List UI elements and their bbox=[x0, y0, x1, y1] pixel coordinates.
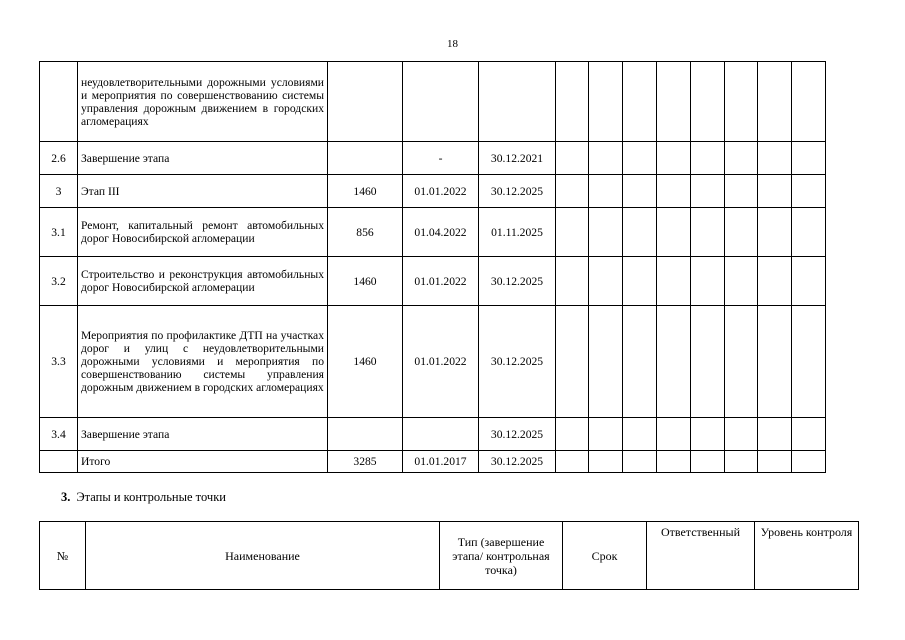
grid-cell bbox=[556, 62, 589, 142]
grid-cell bbox=[589, 62, 623, 142]
table-row bbox=[40, 418, 826, 451]
grid-cell bbox=[589, 142, 623, 175]
grid-cell bbox=[758, 175, 792, 208]
grid-cell bbox=[792, 306, 826, 418]
header-control: Уровень контроля bbox=[755, 522, 859, 590]
row-start-date: 01.01.2022 bbox=[403, 306, 479, 418]
row-name: неудовлетворительными дорожными условиями и мероприятия по совершенствованию системы управления дорожным движением в городских агломерациях bbox=[78, 62, 328, 142]
grid-cell bbox=[792, 418, 826, 451]
grid-cell bbox=[556, 208, 589, 257]
grid-cell bbox=[589, 208, 623, 257]
row-end-date: 30.12.2025 bbox=[479, 418, 556, 451]
row-number: 2.6 bbox=[40, 142, 78, 175]
row-name: Этап III bbox=[78, 175, 328, 208]
grid-cell bbox=[657, 175, 691, 208]
grid-cell bbox=[657, 451, 691, 473]
grid-cell bbox=[556, 257, 589, 306]
stages-table bbox=[39, 521, 859, 590]
grid-cell bbox=[691, 418, 725, 451]
row-start-date: 01.01.2017 bbox=[403, 451, 479, 473]
grid-cell bbox=[623, 142, 657, 175]
grid-cell bbox=[792, 175, 826, 208]
grid-cell bbox=[792, 208, 826, 257]
grid-cell bbox=[623, 418, 657, 451]
grid-cell bbox=[691, 208, 725, 257]
grid-cell bbox=[623, 451, 657, 473]
row-amount bbox=[328, 62, 403, 142]
row-end-date: 30.12.2025 bbox=[479, 306, 556, 418]
grid-cell bbox=[691, 451, 725, 473]
grid-cell bbox=[758, 451, 792, 473]
row-number: 3 bbox=[40, 175, 78, 208]
table-row bbox=[40, 142, 826, 175]
header-term: Срок bbox=[563, 522, 647, 590]
plan-table bbox=[39, 61, 826, 473]
row-start-date bbox=[403, 62, 479, 142]
page-number: 18 bbox=[447, 38, 458, 50]
table-row bbox=[40, 306, 826, 418]
grid-cell bbox=[725, 451, 758, 473]
grid-cell bbox=[623, 306, 657, 418]
row-amount bbox=[328, 142, 403, 175]
grid-cell bbox=[792, 451, 826, 473]
grid-cell bbox=[657, 418, 691, 451]
row-number bbox=[40, 451, 78, 473]
row-name: Ремонт, капитальный ремонт автомобильных дорог Новосибирской агломерации bbox=[78, 208, 328, 257]
row-amount: 1460 bbox=[328, 175, 403, 208]
row-end-date bbox=[479, 62, 556, 142]
row-number: 3.1 bbox=[40, 208, 78, 257]
grid-cell bbox=[758, 62, 792, 142]
grid-cell bbox=[657, 208, 691, 257]
grid-cell bbox=[589, 451, 623, 473]
row-name: Мероприятия по профилактике ДТП на участках дорог и улиц с неудовлетворительными дорожными условиями и мероприятия по совершенствованию системы управления дорожным движением в городских агломерациях bbox=[78, 306, 328, 418]
row-end-date: 01.11.2025 bbox=[479, 208, 556, 257]
grid-cell bbox=[758, 208, 792, 257]
grid-cell bbox=[758, 306, 792, 418]
grid-cell bbox=[657, 306, 691, 418]
grid-cell bbox=[691, 62, 725, 142]
table-row bbox=[40, 451, 826, 473]
row-name: Завершение этапа bbox=[78, 142, 328, 175]
row-number: 3.3 bbox=[40, 306, 78, 418]
section-3-title bbox=[61, 490, 226, 505]
row-amount: 3285 bbox=[328, 451, 403, 473]
grid-cell bbox=[623, 208, 657, 257]
grid-cell bbox=[589, 257, 623, 306]
grid-cell bbox=[556, 451, 589, 473]
grid-cell bbox=[758, 418, 792, 451]
grid-cell bbox=[758, 142, 792, 175]
header-name: Наименование bbox=[86, 522, 440, 590]
grid-cell bbox=[691, 175, 725, 208]
grid-cell bbox=[725, 418, 758, 451]
row-amount bbox=[328, 418, 403, 451]
grid-cell bbox=[725, 142, 758, 175]
row-start-date bbox=[403, 418, 479, 451]
row-amount: 1460 bbox=[328, 306, 403, 418]
grid-cell bbox=[792, 62, 826, 142]
grid-cell bbox=[556, 306, 589, 418]
grid-cell bbox=[556, 418, 589, 451]
row-start-date: - bbox=[403, 142, 479, 175]
grid-cell bbox=[691, 306, 725, 418]
row-end-date: 30.12.2025 bbox=[479, 257, 556, 306]
grid-cell bbox=[758, 257, 792, 306]
row-amount: 1460 bbox=[328, 257, 403, 306]
row-end-date: 30.12.2025 bbox=[479, 175, 556, 208]
grid-cell bbox=[691, 142, 725, 175]
grid-cell bbox=[657, 62, 691, 142]
row-end-date: 30.12.2025 bbox=[479, 451, 556, 473]
stages-header-row bbox=[40, 522, 859, 590]
row-start-date: 01.04.2022 bbox=[403, 208, 479, 257]
grid-cell bbox=[589, 418, 623, 451]
table-row bbox=[40, 257, 826, 306]
section-3-label: Этапы и контрольные точки bbox=[76, 490, 226, 504]
grid-cell bbox=[725, 208, 758, 257]
header-num: № bbox=[40, 522, 86, 590]
header-responsible: Ответственный bbox=[647, 522, 755, 590]
row-amount: 856 bbox=[328, 208, 403, 257]
grid-cell bbox=[792, 257, 826, 306]
section-3-number: 3. bbox=[61, 490, 71, 504]
table-row bbox=[40, 175, 826, 208]
grid-cell bbox=[623, 62, 657, 142]
grid-cell bbox=[691, 257, 725, 306]
row-start-date: 01.01.2022 bbox=[403, 257, 479, 306]
grid-cell bbox=[556, 175, 589, 208]
row-start-date: 01.01.2022 bbox=[403, 175, 479, 208]
row-number bbox=[40, 62, 78, 142]
row-name: Строительство и реконструкция автомобильных дорог Новосибирской агломерации bbox=[78, 257, 328, 306]
grid-cell bbox=[589, 306, 623, 418]
grid-cell bbox=[725, 306, 758, 418]
grid-cell bbox=[725, 62, 758, 142]
grid-cell bbox=[623, 175, 657, 208]
grid-cell bbox=[589, 175, 623, 208]
header-type: Тип (завершение этапа/ контрольная точка) bbox=[440, 522, 563, 590]
row-name: Завершение этапа bbox=[78, 418, 328, 451]
grid-cell bbox=[657, 257, 691, 306]
grid-cell bbox=[623, 257, 657, 306]
row-number: 3.2 bbox=[40, 257, 78, 306]
grid-cell bbox=[725, 257, 758, 306]
row-number: 3.4 bbox=[40, 418, 78, 451]
grid-cell bbox=[725, 175, 758, 208]
table-row bbox=[40, 208, 826, 257]
grid-cell bbox=[556, 142, 589, 175]
grid-cell bbox=[792, 142, 826, 175]
row-name: Итого bbox=[78, 451, 328, 473]
grid-cell bbox=[657, 142, 691, 175]
table-row bbox=[40, 62, 826, 142]
row-end-date: 30.12.2021 bbox=[479, 142, 556, 175]
